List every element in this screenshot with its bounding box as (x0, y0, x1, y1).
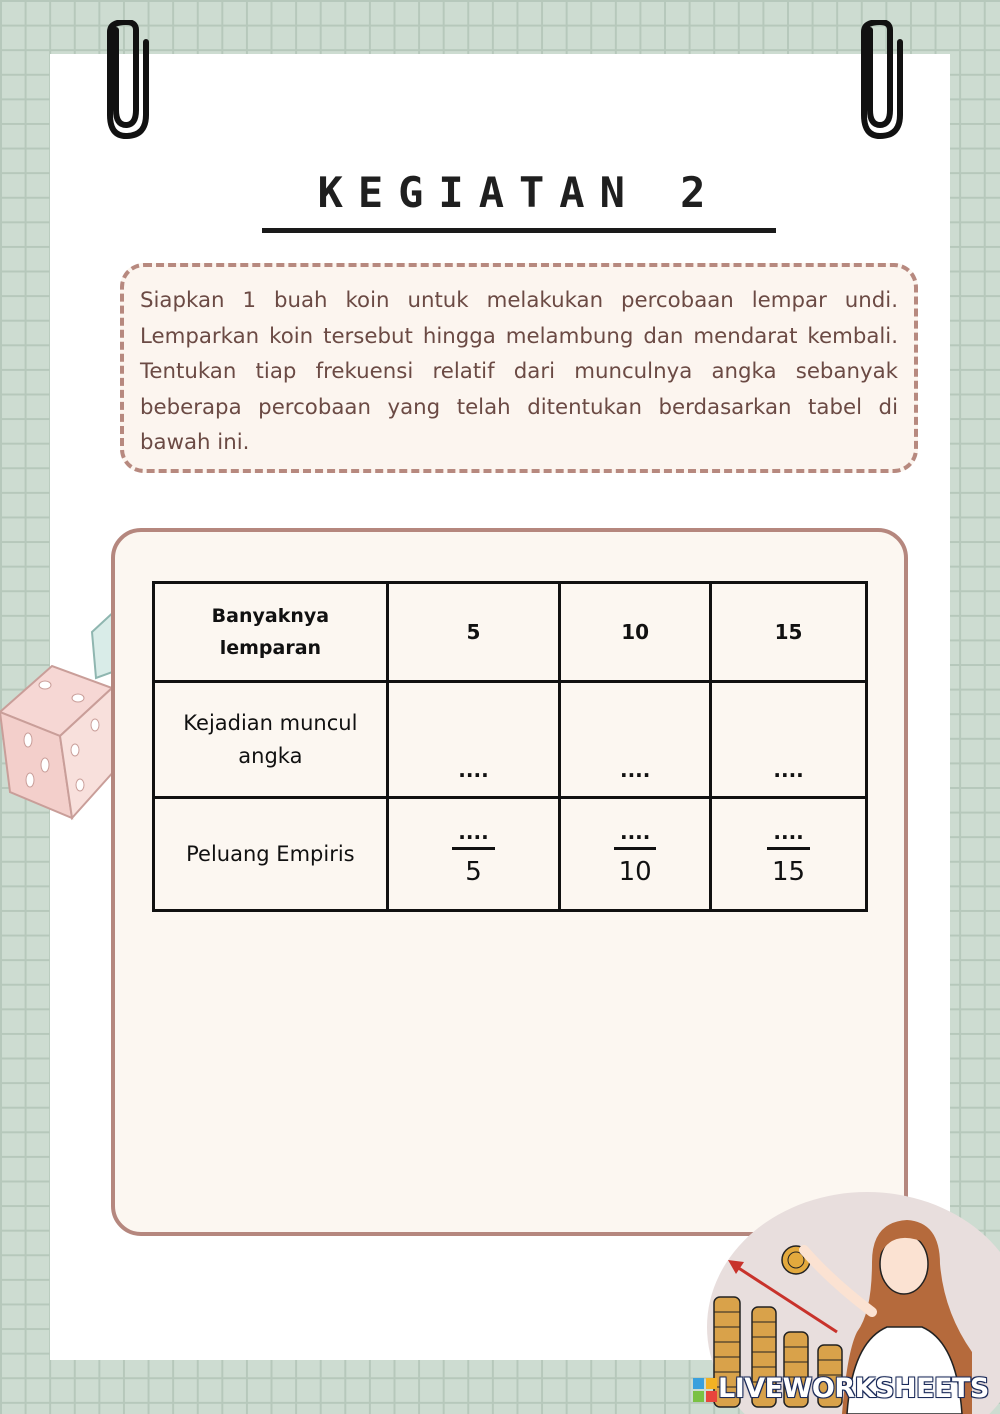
paperclip-icon (850, 20, 910, 142)
fraction-cell (560, 798, 711, 911)
fraction-denominator: 5 (465, 856, 482, 887)
liveworksheets-logo-icon (692, 1377, 718, 1403)
event-answer-blank[interactable]: .... (387, 682, 559, 798)
fraction (767, 819, 809, 887)
fraction-bar (452, 847, 494, 850)
fraction (614, 819, 656, 887)
event-label-line1: Kejadian muncul (183, 710, 358, 735)
fraction-denominator: 15 (772, 856, 806, 887)
fraction (452, 819, 494, 887)
watermark-text: LIVEWORKSHEETS (718, 1373, 989, 1404)
table-row-probability (154, 798, 867, 911)
probability-table (152, 581, 868, 912)
header-value-cell: 10 (560, 583, 711, 682)
instruction-text: Siapkan 1 buah koin untuk melakukan percobaan lempar undi. Lemparkan koin tersebut hingga melambung dan mendarat kembali. Tentukan tiap frekuensi relatif dari munculnya angka sebanyak beberapa percobaan yang telah ditentukan berdasarkan tabel di bawah ini. (140, 288, 898, 455)
fraction-bar (614, 847, 656, 850)
paperclip-icon (96, 20, 156, 142)
event-label-line2: angka (238, 743, 303, 768)
header-value-cell: 15 (711, 583, 867, 682)
header-value-cell: 5 (387, 583, 559, 682)
liveworksheets-watermark (692, 1373, 992, 1407)
event-answer-blank[interactable]: .... (560, 682, 711, 798)
fraction-numerator-blank[interactable]: .... (458, 819, 489, 844)
title-underline (262, 228, 776, 233)
fraction-bar (767, 847, 809, 850)
table-header-row (154, 583, 867, 682)
header-label-line1: Banyaknya (211, 605, 330, 627)
fraction-cell (387, 798, 559, 911)
fraction-cell (711, 798, 867, 911)
fraction-denominator: 10 (618, 856, 652, 887)
header-label-line2: lemparan (219, 637, 322, 659)
fraction-numerator-blank[interactable]: .... (619, 819, 651, 844)
probability-label-cell: Peluang Empiris (154, 798, 388, 911)
page-title: KEGIATAN 2 (317, 168, 721, 217)
instruction-box (120, 263, 918, 473)
event-label-cell (154, 682, 388, 798)
fraction-numerator-blank[interactable]: .... (773, 819, 804, 844)
event-answer-blank[interactable]: .... (711, 682, 867, 798)
header-label-cell (154, 583, 388, 682)
table-row-event (154, 682, 867, 798)
dice-icon (0, 600, 115, 830)
